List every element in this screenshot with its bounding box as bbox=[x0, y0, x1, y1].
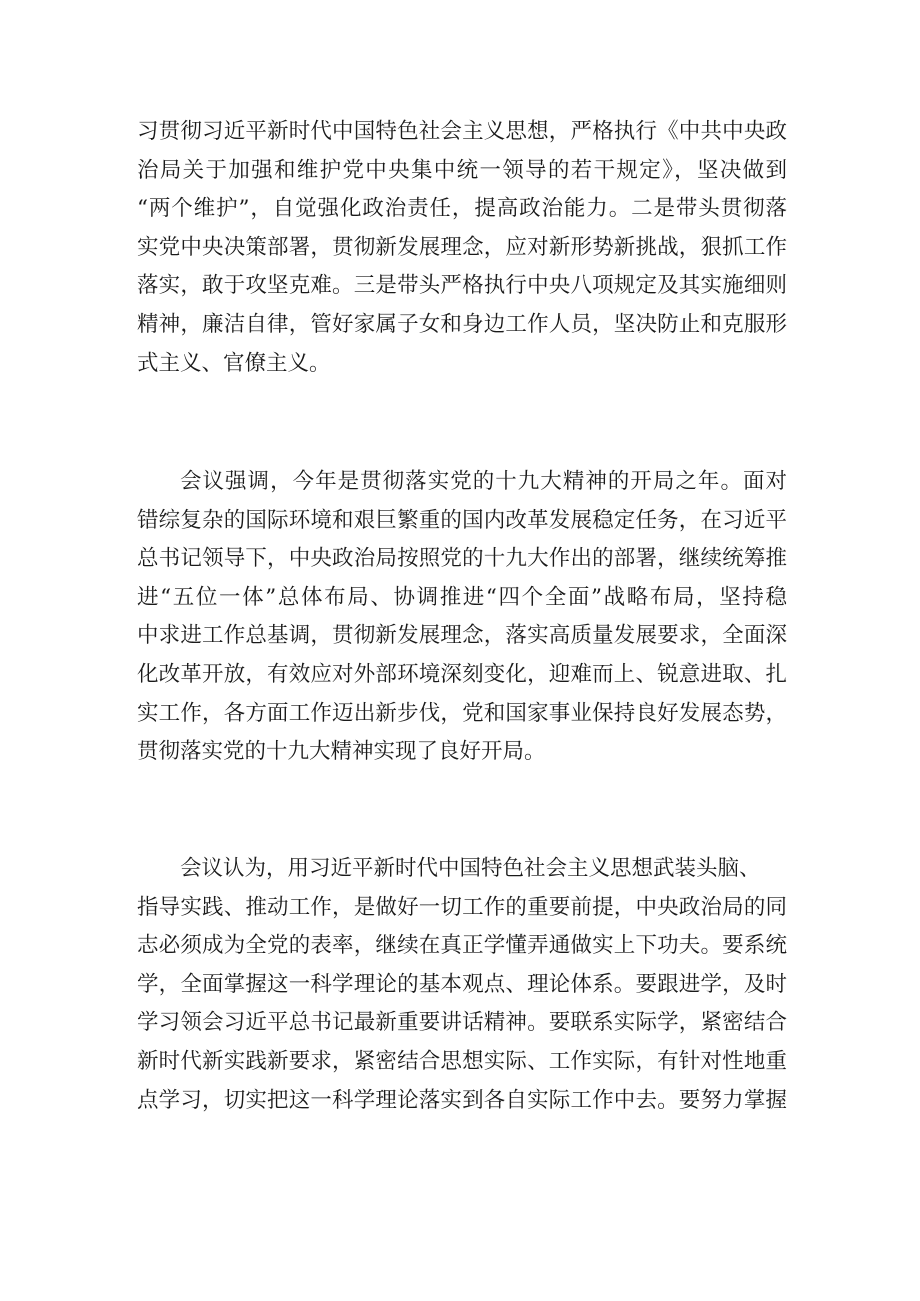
text-line: 学习领会习近平总书记最新重要讲话精神。要联系实际学，紧密结合 bbox=[137, 1010, 787, 1036]
text-line: 习贯彻习近平新时代中国特色社会主义思想，严格执行《中共中央政 bbox=[137, 119, 787, 144]
text-line: 点学习，切实把这一科学理论落实到各自实际工作中去。要努力掌握 bbox=[137, 1087, 787, 1113]
text-line: “两个维护”，自觉强化政治责任，提高政治能力。二是带头贯彻落 bbox=[137, 196, 787, 222]
text-line: 学，全面掌握这一科学理论的基本观点、理论体系。要跟进学，及时 bbox=[137, 971, 787, 997]
text-line: 落实，敢于攻坚克难。三是带头严格执行中央八项规定及其实施细则 bbox=[137, 273, 787, 299]
text-line: 会议认为，用习近平新时代中国特色社会主义思想武装头脑、 bbox=[180, 856, 761, 881]
text-line: 进“五位一体”总体布局、协调推进“四个全面”战略布局，坚持稳 bbox=[137, 584, 787, 610]
text-line: 实党中央决策部署，贯彻新发展理念，应对新形势新挑战，狠抓工作 bbox=[137, 234, 787, 260]
text-line: 指导实践、推动工作，是做好一切工作的重要前提，中央政治局的同 bbox=[137, 894, 787, 920]
paragraph-1 bbox=[137, 113, 787, 383]
text-line: 志必须成为全党的表率，继续在真正学懂弄通做实上下功夫。要系统 bbox=[137, 933, 787, 959]
text-line: 治局关于加强和维护党中央集中统一领导的若干规定》，坚决做到 bbox=[137, 157, 787, 183]
text-line: 会议强调，今年是贯彻落实党的十九大精神的开局之年。面对 bbox=[180, 469, 787, 494]
text-line: 贯彻落实党的十九大精神实现了良好开局。 bbox=[137, 739, 546, 765]
text-line: 精神，廉洁自律，管好家属子女和身边工作人员，坚决防止和克服形 bbox=[137, 311, 787, 337]
text-line: 总书记领导下，中央政治局按照党的十九大作出的部署，继续统筹推 bbox=[137, 546, 787, 572]
paragraph-3 bbox=[137, 850, 787, 1120]
text-line: 式主义、官僚主义。 bbox=[137, 350, 331, 376]
text-line: 新时代新实践新要求，紧密结合思想实际、工作实际，有针对性地重 bbox=[137, 1048, 787, 1074]
text-line: 错综复杂的国际环境和艰巨繁重的国内改革发展稳定任务，在习近平 bbox=[137, 507, 787, 533]
text-line: 化改革开放，有效应对外部环境深刻变化，迎难而上、锐意进取、扎 bbox=[137, 661, 787, 687]
text-line: 中求进工作总基调，贯彻新发展理念，落实高质量发展要求，全面深 bbox=[137, 623, 787, 649]
text-line: 实工作，各方面工作迈出新步伐，党和国家事业保持良好发展态势， bbox=[137, 700, 787, 726]
paragraph-2 bbox=[137, 463, 787, 772]
